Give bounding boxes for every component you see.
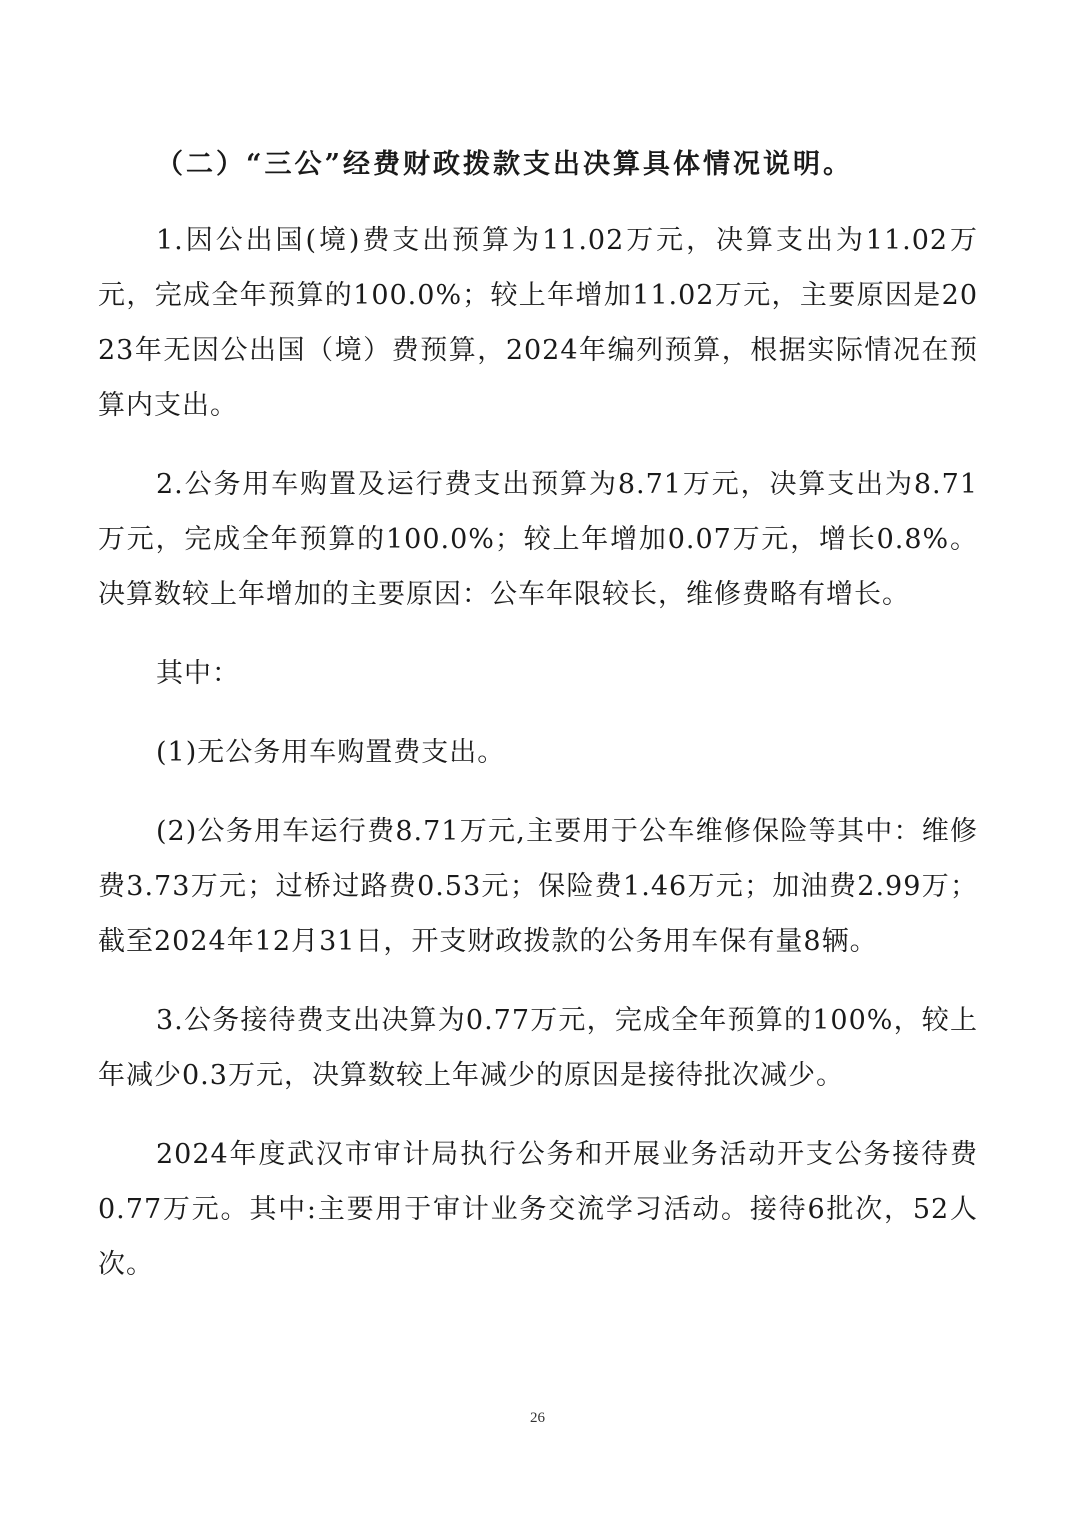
paragraph-vehicle-purchase: (1)无公务用车购置费支出。 bbox=[156, 737, 506, 768]
paragraph-official-vehicles: 2.公务用车购置及运行费支出预算为8.71万元，决算支出为8.71万元，完成全年预算的100.0%；较上年增加0.07万元，增长0.8%。决算数较上年增加的主要原因：公车年限较长，维修费略有增长。 bbox=[98, 469, 978, 610]
section-heading: （二）“三公”经费财政拨款支出决算具体情况说明。 bbox=[156, 149, 854, 180]
document-body bbox=[98, 141, 978, 1292]
paragraph-among-them: 其中： bbox=[156, 658, 240, 689]
paragraph-overseas-travel: 1.因公出国(境)费支出预算为11.02万元，决算支出为11.02万元，完成全年预算的100.0%；较上年增加11.02万元，主要原因是2023年无因公出国（境）费预算，2024年编列预算，根据实际情况在预算内支出。 bbox=[98, 225, 978, 421]
page-number: 26 bbox=[530, 1410, 545, 1426]
paragraph-vehicle-operation: (2)公务用车运行费8.71万元,主要用于公车维修保险等其中：维修费3.73万元；过桥过路费0.53元；保险费1.46万元；加油费2.99万；截至2024年12月31日，开支财政拨款的公务用车保有量8辆。 bbox=[98, 816, 978, 957]
paragraph-reception-detail: 2024年度武汉市审计局执行公务和开展业务活动开支公务接待费0.77万元。其中:主要用于审计业务交流学习活动。接待6批次，52人次。 bbox=[98, 1139, 978, 1280]
paragraph-reception: 3.公务接待费支出决算为0.77万元，完成全年预算的100%，较上年减少0.3万元，决算数较上年减少的原因是接待批次减少。 bbox=[98, 1005, 978, 1091]
